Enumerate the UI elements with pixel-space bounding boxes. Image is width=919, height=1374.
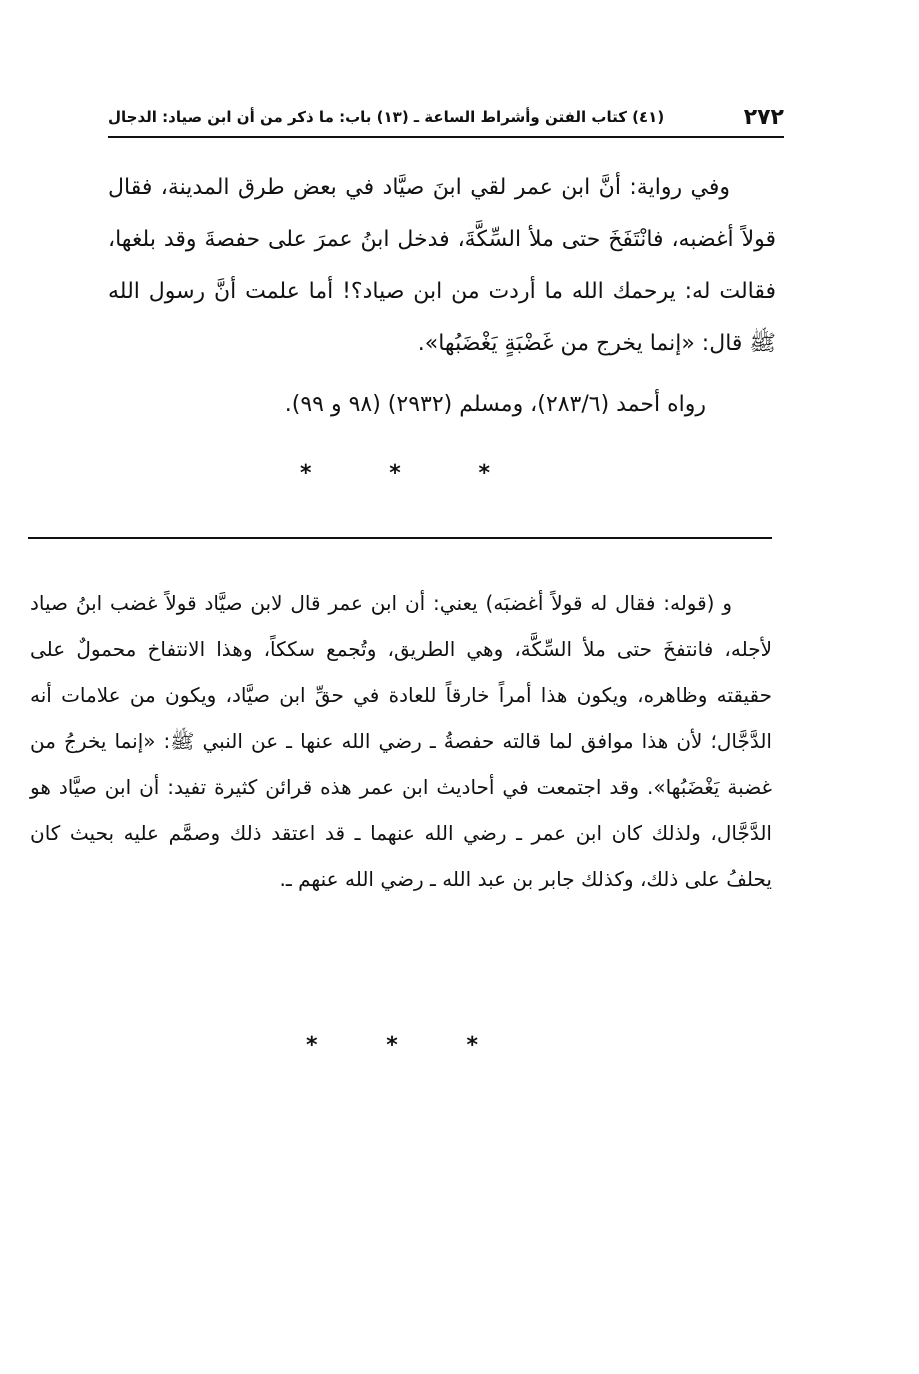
header-rule (108, 136, 784, 138)
page-number: ٢٧٢ (743, 104, 784, 130)
separator-star: * (478, 460, 490, 486)
commentary-paragraph: و (قوله: فقال له قولاً أغضبَه) يعني: أن ابن عمر قال لابن صيَّاد قولاً غضب ابنُ صياد لأجله، فانتفخَ حتى ملأ السِّكَّة، وهي الطريق، وتُجمع سككاً، وهذا الانتفاخ محمولٌ على حقيقته وظاهره، ويكون هذا أمراً خارقاً للعادة في حقِّ ابن صيَّاد، ويكون من علامات أنه الدَّجَّال؛ لأن هذا موافق لما قالته حفصةُ ـ رضي الله عنها ـ عن النبي ﷺ: «إنما يخرجُ من غضبة يَغْضَبُها». وقد اجتمعت في أحاديث ابن عمر هذه قرائن كثيرة تفيد: أن ابن صيَّاد هو الدَّجَّال، ولذلك كان ابن عمر ـ رضي الله عنهما ـ قد اعتقد ذلك وصمَّم عليه بحيث كان يحلفُ على ذلك، وكذلك جابر بن عبد الله ـ رضي الله عنهم ـ. (30, 591, 772, 891)
separator-star: * (306, 1032, 318, 1058)
section-separator (300, 458, 490, 488)
separator-star: * (386, 1032, 398, 1058)
separator-star: * (389, 460, 401, 486)
hadith-paragraph: وفي رواية: أنَّ ابن عمر لقي ابنَ صيَّاد في بعض طرق المدينة، فقال قولاً أغضبه، فانْتَفَخَ حتى ملأ السِّكَّةَ، فدخل ابنُ عمرَ على حفصةَ وقد بلغها، فقالت له: يرحمك الله ما أردت من ابن صياد؟! أما علمت أنَّ رسول الله ﷺ قال: «إنما يخرج من غَضْبَةٍ يَغْضَبُها». (108, 175, 776, 356)
section-separator (306, 1030, 478, 1060)
hadith-text (108, 162, 776, 370)
commentary-text (30, 580, 772, 902)
separator-star: * (300, 460, 312, 486)
page-header (108, 100, 784, 134)
commentary-rule (28, 537, 772, 539)
running-title: (٤١) كتاب الفتن وأشراط الساعة ـ (١٣) باب: ما ذكر من أن ابن صياد: الدجال (108, 108, 665, 126)
separator-star: * (466, 1032, 478, 1058)
hadith-source: رواه أحمد (٢٨٣/٦)، ومسلم (٢٩٣٢) (٩٨ و ٩٩). (284, 392, 706, 417)
